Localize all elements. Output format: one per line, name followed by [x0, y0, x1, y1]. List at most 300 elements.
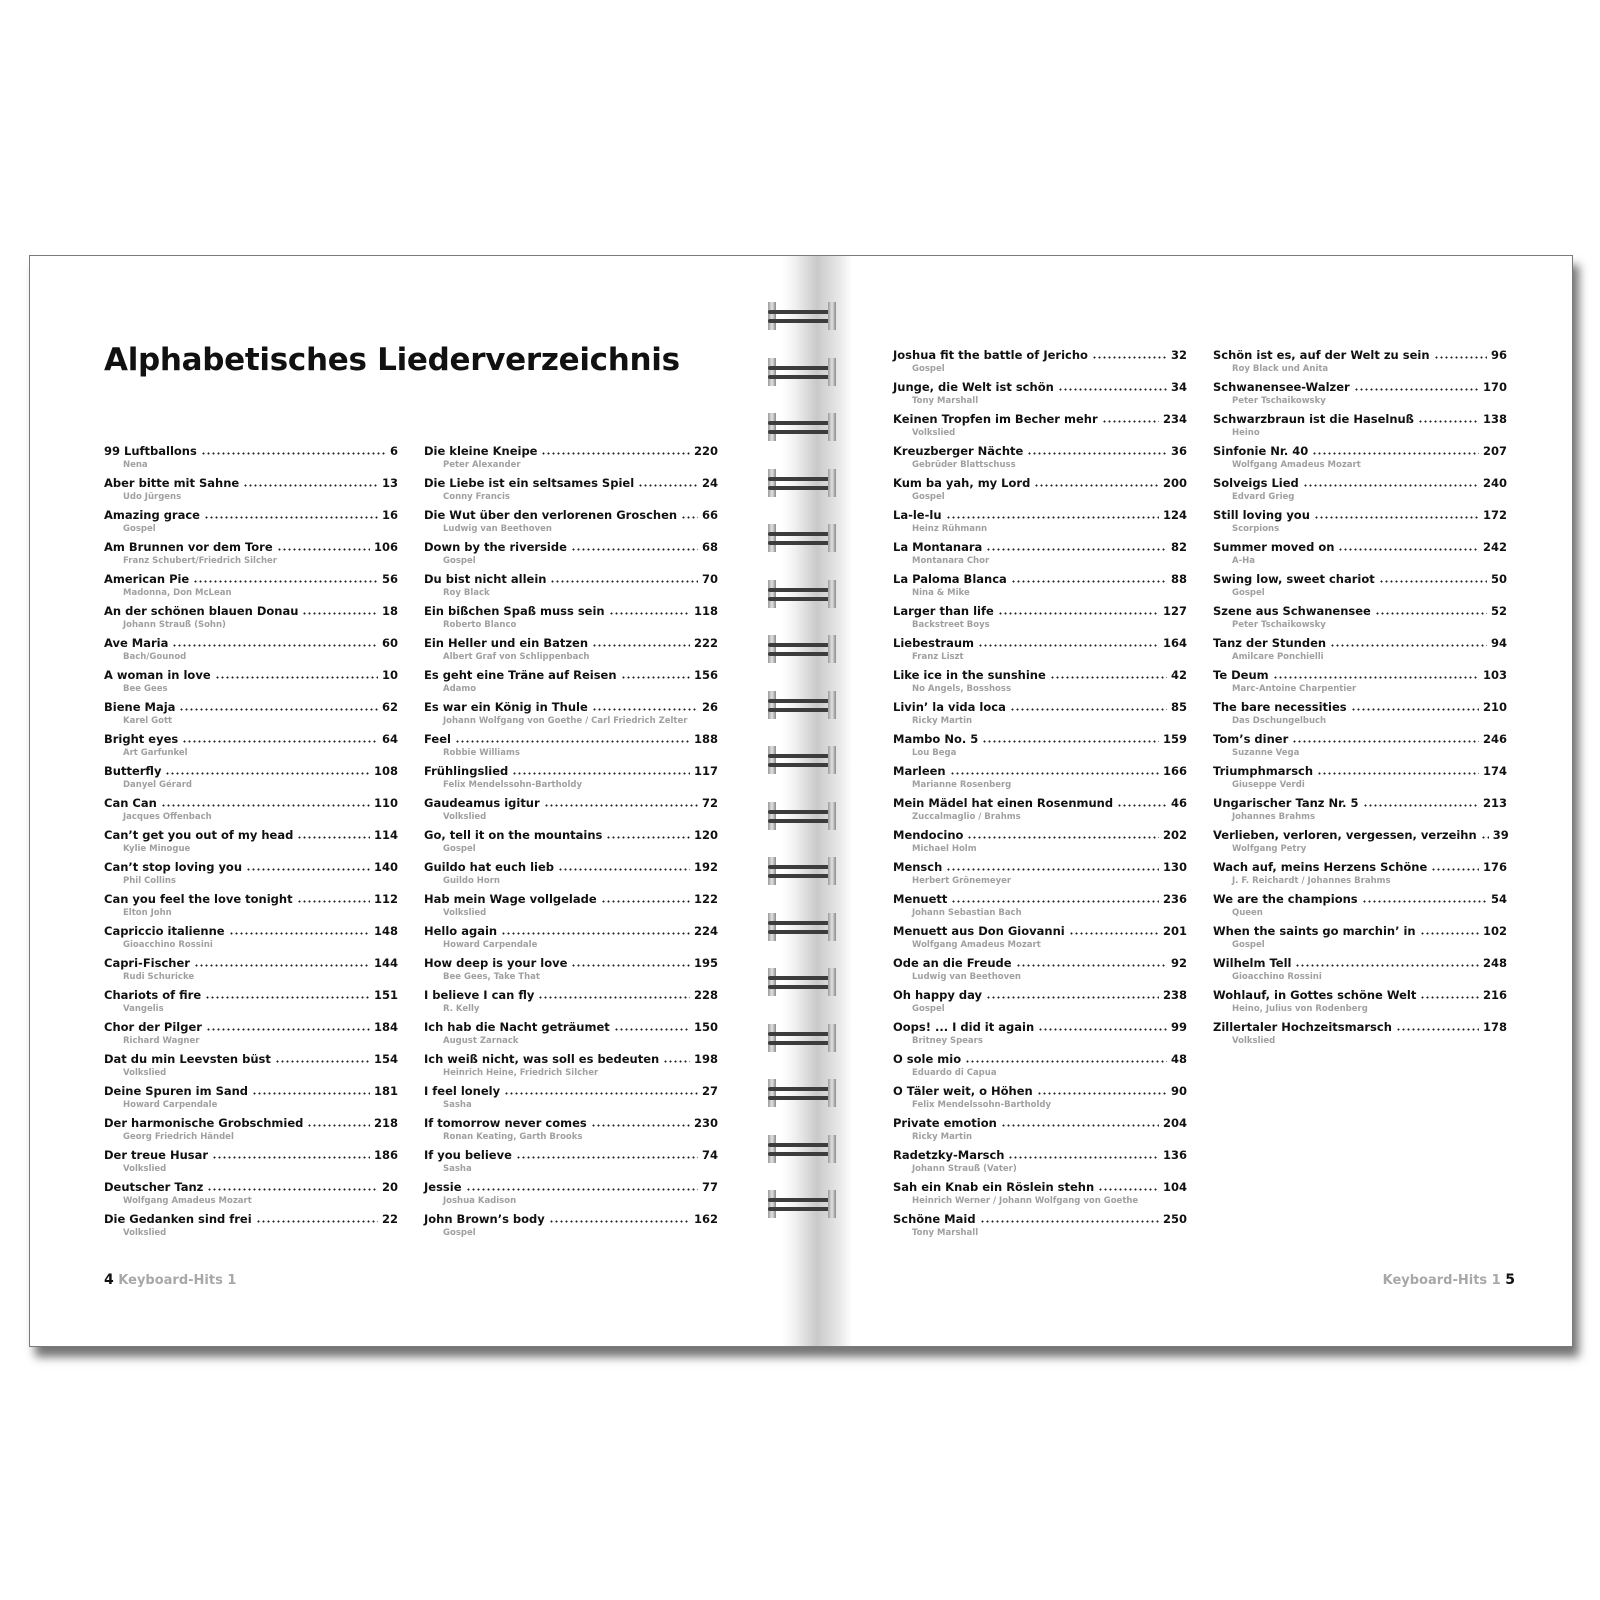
- binding-ring: [768, 968, 836, 996]
- dot-leader: [681, 509, 698, 519]
- dot-leader: [1008, 1149, 1159, 1159]
- song-artist: Marianne Rosenberg: [912, 780, 1012, 790]
- song-title: Oops! ... I did it again: [893, 1020, 1035, 1034]
- page-number: 154: [373, 1052, 398, 1066]
- song-artist: Nina & Mike: [912, 588, 970, 598]
- song-artist: Robbie Williams: [443, 748, 520, 758]
- song-artist: Volkslied: [123, 1164, 167, 1174]
- dot-leader: [965, 1053, 1167, 1063]
- dot-leader: [980, 1213, 1159, 1223]
- song-artist: Edvard Grieg: [1232, 492, 1295, 502]
- page-number: 60: [381, 636, 398, 650]
- dot-leader: [207, 1181, 378, 1191]
- toc-entry: [1213, 604, 1507, 636]
- page-number: 234: [1162, 412, 1187, 426]
- dot-leader: [1362, 893, 1487, 903]
- page-number: 124: [1162, 508, 1187, 522]
- page-number: 117: [693, 764, 718, 778]
- dot-leader: [256, 1213, 378, 1223]
- page-number: 24: [701, 476, 718, 490]
- page-number: 74: [701, 1148, 718, 1162]
- dot-leader: [1303, 477, 1479, 487]
- toc-entry: [104, 1180, 398, 1212]
- toc-entry: [104, 476, 398, 508]
- dot-leader: [215, 669, 378, 679]
- page-number: 96: [1490, 348, 1507, 362]
- page-number: 77: [701, 1180, 718, 1194]
- song-title: Wilhelm Tell: [1213, 956, 1292, 970]
- page-number: 56: [381, 572, 398, 586]
- dot-leader: [297, 893, 370, 903]
- page-number: 166: [1162, 764, 1187, 778]
- song-title: Can you feel the love tonight: [104, 892, 293, 906]
- dot-leader: [663, 1053, 690, 1063]
- song-title: Wach auf, meins Herzens Schöne: [1213, 860, 1428, 874]
- song-title: Ein Heller und ein Batzen: [424, 636, 589, 650]
- toc-entry: [104, 604, 398, 636]
- dot-leader: [614, 1021, 690, 1031]
- song-artist: No Angels, Bosshoss: [912, 684, 1011, 694]
- song-artist: Franz Schubert/Friedrich Silcher: [123, 556, 277, 566]
- page-number: 246: [1482, 732, 1507, 746]
- dot-leader: [1016, 957, 1167, 967]
- dot-leader: [1418, 413, 1479, 423]
- page-number: 172: [1482, 508, 1507, 522]
- song-title: Chariots of fire: [104, 988, 202, 1002]
- song-title: Down by the riverside: [424, 540, 567, 554]
- page-number: 236: [1162, 892, 1187, 906]
- page-number: 151: [373, 988, 398, 1002]
- dot-leader: [606, 829, 690, 839]
- page-number: 120: [693, 828, 718, 842]
- song-title: Ein bißchen Spaß muss sein: [424, 604, 605, 618]
- song-artist: Kylie Minogue: [123, 844, 191, 854]
- song-artist: Volkslied: [1232, 1036, 1276, 1046]
- song-title: Tom’s diner: [1213, 732, 1289, 746]
- page-number: 186: [373, 1148, 398, 1162]
- page-number: 70: [701, 572, 718, 586]
- toc-entry: [424, 988, 718, 1020]
- song-artist: Heino, Julius von Rodenberg: [1232, 1004, 1368, 1014]
- toc-entry: [1213, 668, 1507, 700]
- song-artist: Roy Black und Anita: [1232, 364, 1329, 374]
- toc-entry: [104, 828, 398, 860]
- song-artist: Heinz Rühmann: [912, 524, 988, 534]
- song-artist: Ludwig van Beethoven: [912, 972, 1021, 982]
- song-title: Kreuzberger Nächte: [893, 444, 1024, 458]
- song-artist: Ricky Martin: [912, 1132, 973, 1142]
- page-number: 6: [389, 444, 398, 458]
- toc-entry: [893, 1020, 1187, 1052]
- page-title: Alphabetisches Liederverzeichnis: [104, 342, 680, 378]
- song-title: Marleen: [893, 764, 946, 778]
- binding-ring: [768, 913, 836, 941]
- page-number: 210: [1482, 700, 1507, 714]
- toc-entry: [893, 1084, 1187, 1116]
- song-title: Tanz der Stunden: [1213, 636, 1327, 650]
- toc-entry: [104, 540, 398, 572]
- dot-leader: [516, 1149, 698, 1159]
- dot-leader: [621, 669, 690, 679]
- page-number: 103: [1482, 668, 1507, 682]
- binding-ring: [768, 746, 836, 774]
- dot-leader: [182, 733, 378, 743]
- toc-entry: [104, 1212, 398, 1244]
- dot-leader: [1354, 381, 1479, 391]
- song-artist: Danyel Gérard: [123, 780, 192, 790]
- song-title: Capri-Fischer: [104, 956, 190, 970]
- page-number: 99: [1170, 1020, 1187, 1034]
- toc-entry: [424, 1180, 718, 1212]
- toc-entry: [104, 764, 398, 796]
- dot-leader: [205, 989, 370, 999]
- dot-leader: [558, 861, 690, 871]
- song-title: La Montanara: [893, 540, 983, 554]
- song-artist: Richard Wagner: [123, 1036, 200, 1046]
- song-artist: Wolfgang Petry: [1232, 844, 1307, 854]
- dot-leader: [1312, 445, 1479, 455]
- song-artist: Queen: [1232, 908, 1263, 918]
- dot-leader: [1098, 1181, 1159, 1191]
- toc-entry: [424, 1212, 718, 1244]
- song-artist: Adamo: [443, 684, 477, 694]
- page-number: 228: [693, 988, 718, 1002]
- toc-column-right-1: [893, 348, 1187, 1244]
- dot-leader: [1011, 573, 1167, 583]
- page-number: 10: [381, 668, 398, 682]
- page-number: 144: [373, 956, 398, 970]
- toc-entry: [1213, 540, 1507, 572]
- song-title: 99 Luftballons: [104, 444, 197, 458]
- page-number: 242: [1482, 540, 1507, 554]
- toc-column-left-2: [424, 444, 718, 1244]
- toc-entry: [104, 956, 398, 988]
- dot-leader: [1295, 957, 1479, 967]
- page-number: 122: [693, 892, 718, 906]
- right-page-number: 5: [1505, 1272, 1515, 1288]
- dot-leader: [978, 637, 1159, 647]
- dot-leader: [601, 893, 690, 903]
- page-number: 104: [1162, 1180, 1187, 1194]
- dot-leader: [1434, 349, 1487, 359]
- song-title: Like ice in the sunshine: [893, 668, 1046, 682]
- dot-leader: [571, 957, 690, 967]
- dot-leader: [204, 509, 378, 519]
- song-title: O Täler weit, o Höhen: [893, 1084, 1033, 1098]
- song-title: Oh happy day: [893, 988, 983, 1002]
- song-artist: Howard Carpendale: [123, 1100, 218, 1110]
- right-book-name: Keyboard-Hits 1: [1382, 1273, 1501, 1288]
- song-title: Keinen Tropfen im Becher mehr: [893, 412, 1098, 426]
- dot-leader: [967, 829, 1159, 839]
- dot-leader: [591, 1117, 690, 1127]
- song-artist: Sasha: [443, 1100, 472, 1110]
- song-artist: Ronan Keating, Garth Brooks: [443, 1132, 583, 1142]
- dot-leader: [1314, 509, 1479, 519]
- dot-leader: [277, 541, 370, 551]
- song-artist: Gioacchino Rossini: [123, 940, 213, 950]
- song-artist: Bee Gees: [123, 684, 168, 694]
- song-title: Menuett: [893, 892, 948, 906]
- toc-entry: [1213, 636, 1507, 668]
- song-title: Die Wut über den verlorenen Groschen: [424, 508, 678, 522]
- toc-entry: [1213, 572, 1507, 604]
- binding-ring: [768, 1190, 836, 1218]
- page-number: 162: [693, 1212, 718, 1226]
- page-number: 156: [693, 668, 718, 682]
- page-number: 50: [1490, 572, 1507, 586]
- dot-leader: [1273, 669, 1479, 679]
- song-artist: Marc-Antoine Charpentier: [1232, 684, 1357, 694]
- dot-leader: [1375, 605, 1487, 615]
- toc-entry: [424, 796, 718, 828]
- toc-entry: [1213, 764, 1507, 796]
- song-title: Die kleine Kneipe: [424, 444, 538, 458]
- song-title: Te Deum: [1213, 668, 1269, 682]
- dot-leader: [252, 1085, 370, 1095]
- song-artist: Georg Friedrich Händel: [123, 1132, 234, 1142]
- toc-entry: [104, 1020, 398, 1052]
- song-artist: Johann Strauß (Sohn): [123, 620, 226, 630]
- song-artist: R. Kelly: [443, 1004, 480, 1014]
- page-number: 13: [381, 476, 398, 490]
- toc-entry: [1213, 796, 1507, 828]
- binding-ring: [768, 635, 836, 663]
- song-artist: August Zarnack: [443, 1036, 519, 1046]
- song-title: Ode an die Freude: [893, 956, 1012, 970]
- song-artist: Wolfgang Amadeus Mozart: [912, 940, 1041, 950]
- toc-entry: [104, 1052, 398, 1084]
- toc-entry: [424, 892, 718, 924]
- toc-entry: [424, 540, 718, 572]
- song-artist: Vangelis: [123, 1004, 164, 1014]
- song-title: I feel lonely: [424, 1084, 501, 1098]
- song-title: If tomorrow never comes: [424, 1116, 587, 1130]
- dot-leader: [1363, 797, 1479, 807]
- toc-entry: [893, 604, 1187, 636]
- dot-leader: [609, 605, 690, 615]
- song-title: Larger than life: [893, 604, 994, 618]
- dot-leader: [297, 829, 370, 839]
- page-number: 222: [693, 636, 718, 650]
- song-artist: Zuccalmaglio / Brahms: [912, 812, 1021, 822]
- toc-column-left-1: [104, 444, 398, 1244]
- toc-entry: [424, 732, 718, 764]
- song-artist: Johannes Brahms: [1232, 812, 1316, 822]
- toc-entry: [104, 1116, 398, 1148]
- toc-entry: [104, 796, 398, 828]
- dot-leader: [512, 765, 690, 775]
- song-artist: Tony Marshall: [912, 1228, 979, 1238]
- toc-entry: [893, 860, 1187, 892]
- song-artist: Peter Tschaikowsky: [1232, 620, 1326, 630]
- dot-leader: [1117, 797, 1167, 807]
- dot-leader: [1292, 733, 1479, 743]
- song-artist: Volkslied: [443, 908, 487, 918]
- page-number: 192: [693, 860, 718, 874]
- song-title: Der treue Husar: [104, 1148, 209, 1162]
- page-number: 174: [1482, 764, 1507, 778]
- dot-leader: [212, 1149, 370, 1159]
- song-artist: Jacques Offenbach: [123, 812, 212, 822]
- binding-ring: [768, 1135, 836, 1163]
- song-artist: Suzanne Vega: [1232, 748, 1300, 758]
- dot-leader: [206, 1021, 370, 1031]
- song-title: Still loving you: [1213, 508, 1310, 522]
- song-artist: Peter Alexander: [443, 460, 521, 470]
- song-title: Butterfly: [104, 764, 162, 778]
- page-number: 127: [1162, 604, 1187, 618]
- toc-entry: [424, 668, 718, 700]
- song-artist: Gebrüder Blattschuss: [912, 460, 1016, 470]
- song-title: Zillertaler Hochzeitsmarsch: [1213, 1020, 1392, 1034]
- toc-entry: [1213, 348, 1507, 380]
- song-artist: Herbert Grönemeyer: [912, 876, 1012, 886]
- song-title: Am Brunnen vor dem Tore: [104, 540, 273, 554]
- toc-entry: [893, 956, 1187, 988]
- song-title: Die Gedanken sind frei: [104, 1212, 252, 1226]
- page-number: 136: [1162, 1148, 1187, 1162]
- toc-entry: [893, 476, 1187, 508]
- song-title: Go, tell it on the mountains: [424, 828, 603, 842]
- song-title: Liebestraum: [893, 636, 975, 650]
- song-artist: Felix Mendelssohn-Bartholdy: [443, 780, 583, 790]
- page-number: 108: [373, 764, 398, 778]
- dot-leader: [1431, 861, 1479, 871]
- song-title: Deutscher Tanz: [104, 1180, 204, 1194]
- toc-entry: [1213, 924, 1507, 956]
- song-title: Can’t stop loving you: [104, 860, 243, 874]
- song-title: Ave Maria: [104, 636, 169, 650]
- toc-entry: [104, 1084, 398, 1116]
- dot-leader: [302, 605, 378, 615]
- song-title: How deep is your love: [424, 956, 568, 970]
- toc-entry: [424, 828, 718, 860]
- toc-entry: [104, 732, 398, 764]
- page-number: 238: [1162, 988, 1187, 1002]
- song-artist: Gioacchino Rossini: [1232, 972, 1322, 982]
- song-title: A woman in love: [104, 668, 211, 682]
- song-artist: Elton John: [123, 908, 172, 918]
- toc-entry: [1213, 380, 1507, 412]
- toc-entry: [424, 860, 718, 892]
- dot-leader: [275, 1053, 370, 1063]
- toc-entry: [893, 508, 1187, 540]
- song-artist: Nena: [123, 460, 148, 470]
- song-title: Swing low, sweet chariot: [1213, 572, 1375, 586]
- dot-leader: [246, 861, 370, 871]
- page-number: 68: [701, 540, 718, 554]
- toc-entry: [893, 668, 1187, 700]
- song-title: Biene Maja: [104, 700, 176, 714]
- page-number: 170: [1482, 380, 1507, 394]
- song-title: Der harmonische Grobschmied: [104, 1116, 304, 1130]
- page-number: 27: [701, 1084, 718, 1098]
- song-artist: Karel Gott: [123, 716, 173, 726]
- page-number: 148: [373, 924, 398, 938]
- page-number: 218: [373, 1116, 398, 1130]
- song-title: Radetzky-Marsch: [893, 1148, 1005, 1162]
- song-artist: Albert Graf von Schlippenbach: [443, 652, 590, 662]
- song-title: Menuett aus Don Giovanni: [893, 924, 1065, 938]
- song-title: Sinfonie Nr. 40: [1213, 444, 1309, 458]
- dot-leader: [638, 477, 698, 487]
- song-artist: Gospel: [123, 524, 156, 534]
- binding-ring: [768, 1079, 836, 1107]
- dot-leader: [951, 893, 1159, 903]
- page-number: 102: [1482, 924, 1507, 938]
- binding-ring: [768, 413, 836, 441]
- song-title: John Brown’s body: [424, 1212, 545, 1226]
- toc-entry: [424, 956, 718, 988]
- song-title: Schön ist es, auf der Welt zu sein: [1213, 348, 1430, 362]
- binding-ring: [768, 857, 836, 885]
- toc-entry: [1213, 412, 1507, 444]
- toc-entry: [1213, 444, 1507, 476]
- song-title: Gaudeamus igitur: [424, 796, 540, 810]
- toc-entry: [1213, 956, 1507, 988]
- toc-entry: [893, 412, 1187, 444]
- toc-entry: [424, 508, 718, 540]
- dot-leader: [1379, 573, 1487, 583]
- song-artist: Howard Carpendale: [443, 940, 538, 950]
- song-artist: Heinrich Werner / Johann Wolfgang von Goethe: [912, 1196, 1139, 1206]
- song-artist: Michael Holm: [912, 844, 977, 854]
- page-number: 201: [1162, 924, 1187, 938]
- song-title: The bare necessities: [1213, 700, 1347, 714]
- page-number: 230: [693, 1116, 718, 1130]
- dot-leader: [946, 861, 1159, 871]
- binding-ring: [768, 1024, 836, 1052]
- song-artist: Udo Jürgens: [123, 492, 182, 502]
- page-number: 207: [1482, 444, 1507, 458]
- binding-ring: [768, 469, 836, 497]
- song-artist: Gospel: [912, 364, 945, 374]
- toc-entry: [1213, 476, 1507, 508]
- song-title: Verlieben, verloren, vergessen, verzeihn: [1213, 828, 1477, 842]
- dot-leader: [229, 925, 370, 935]
- toc-entry: [104, 860, 398, 892]
- page-number: 20: [381, 1180, 398, 1194]
- dot-leader: [1351, 701, 1479, 711]
- toc-entry: [893, 988, 1187, 1020]
- page-number: 18: [381, 604, 398, 618]
- left-page-footer: [104, 1272, 236, 1288]
- right-page-footer: [1383, 1272, 1515, 1288]
- dot-leader: [193, 573, 378, 583]
- song-title: American Pie: [104, 572, 190, 586]
- song-artist: Gospel: [443, 556, 476, 566]
- song-artist: Wolfgang Amadeus Mozart: [123, 1196, 252, 1206]
- toc-entry: [893, 892, 1187, 924]
- song-title: Es war ein König in Thule: [424, 700, 588, 714]
- song-title: When the saints go marchin’ in: [1213, 924, 1416, 938]
- binding-ring: [768, 691, 836, 719]
- toc-entry: [424, 924, 718, 956]
- song-artist: Heinrich Heine, Friedrich Silcher: [443, 1068, 599, 1078]
- toc-entry: [424, 1116, 718, 1148]
- dot-leader: [455, 733, 690, 743]
- page-number: 198: [693, 1052, 718, 1066]
- page-number: 92: [1170, 956, 1187, 970]
- toc-entry: [893, 540, 1187, 572]
- song-artist: Johann Sebastian Bach: [912, 908, 1022, 918]
- toc-entry: [104, 444, 398, 476]
- toc-entry: [893, 572, 1187, 604]
- dot-leader: [541, 445, 690, 455]
- page-number: 88: [1170, 572, 1187, 586]
- song-artist: Volkslied: [123, 1068, 167, 1078]
